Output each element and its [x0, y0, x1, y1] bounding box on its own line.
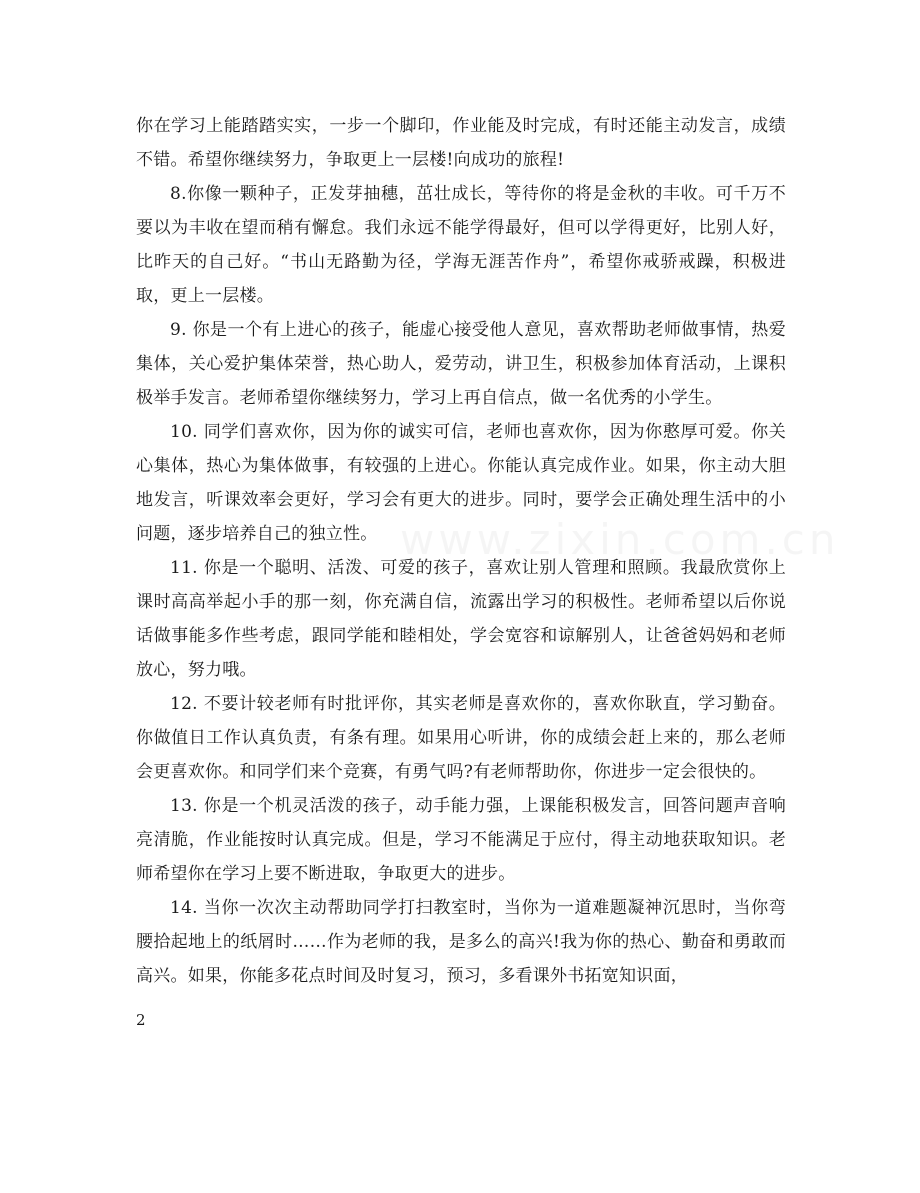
- page-number: 2: [136, 1011, 146, 1029]
- paragraph-item-11: 11. 你是一个聪明、活泼、可爱的孩子，喜欢让别人管理和照顾。我最欣赏你上课时高高举起小手的那一刻，你充满自信，流露出学习的积极性。老师希望以后你说话做事能多作些考虑，跟同学能和睦相处，学会宽容和谅解别人，让爸爸妈妈和老师放心，努力哦。: [136, 558, 786, 680]
- paragraph-item-13: 13. 你是一个机灵活泼的孩子，动手能力强，上课能积极发言，回答问题声音响亮清脆，作业能按时认真完成。但是，学习不能满足于应付，得主动地获取知识。老师希望你在学习上要不断进取，争取更大的进步。: [136, 796, 786, 884]
- document-body: [136, 109, 786, 993]
- paragraph-continuation: 你在学习上能踏踏实实，一步一个脚印，作业能及时完成，有时还能主动发言，成绩不错。希望你继续努力，争取更上一层楼!向成功的旅程!: [136, 116, 786, 170]
- paragraph-item-12: 12. 不要计较老师有时批评你，其实老师是喜欢你的，喜欢你耿直，学习勤奋。你做值日工作认真负责，有条有理。如果用心听讲，你的成绩会赶上来的，那么老师会更喜欢你。和同学们来个竞赛，有勇气吗?有老师帮助你，你进步一定会很快的。: [136, 694, 786, 782]
- paragraph-item-9: 9. 你是一个有上进心的孩子，能虚心接受他人意见，喜欢帮助老师做事情，热爱集体，关心爱护集体荣誉，热心助人，爱劳动，讲卫生，积极参加体育活动，上课积极举手发言。老师希望你继续努力，学习上再自信点，做一名优秀的小学生。: [136, 320, 786, 408]
- paragraph-item-14: 14. 当你一次次主动帮助同学打扫教室时，当你为一道难题凝神沉思时，当你弯腰拾起地上的纸屑时……作为老师的我，是多么的高兴!我为你的热心、勤奋和勇敢而高兴。如果，你能多花点时间及时复习，预习，多看课外书拓宽知识面，: [136, 898, 786, 986]
- paragraph-item-10: 10. 同学们喜欢你，因为你的诚实可信，老师也喜欢你，因为你憨厚可爱。你关心集体，热心为集体做事，有较强的上进心。你能认真完成作业。如果，你主动大胆地发言，听课效率会更好，学习会有更大的进步。同时，要学会正确处理生活中的小问题，逐步培养自己的独立性。: [136, 422, 786, 544]
- paragraph-item-8: 8.你像一颗种子，正发芽抽穗，茁壮成长，等待你的将是金秋的丰收。可千万不要以为丰收在望而稍有懈怠。我们永远不能学得最好，但可以学得更好，比别人好，比昨天的自己好。“书山无路勤为径，学海无涯苦作舟”，希望你戒骄戒躁，积极进取，更上一层楼。: [136, 184, 786, 306]
